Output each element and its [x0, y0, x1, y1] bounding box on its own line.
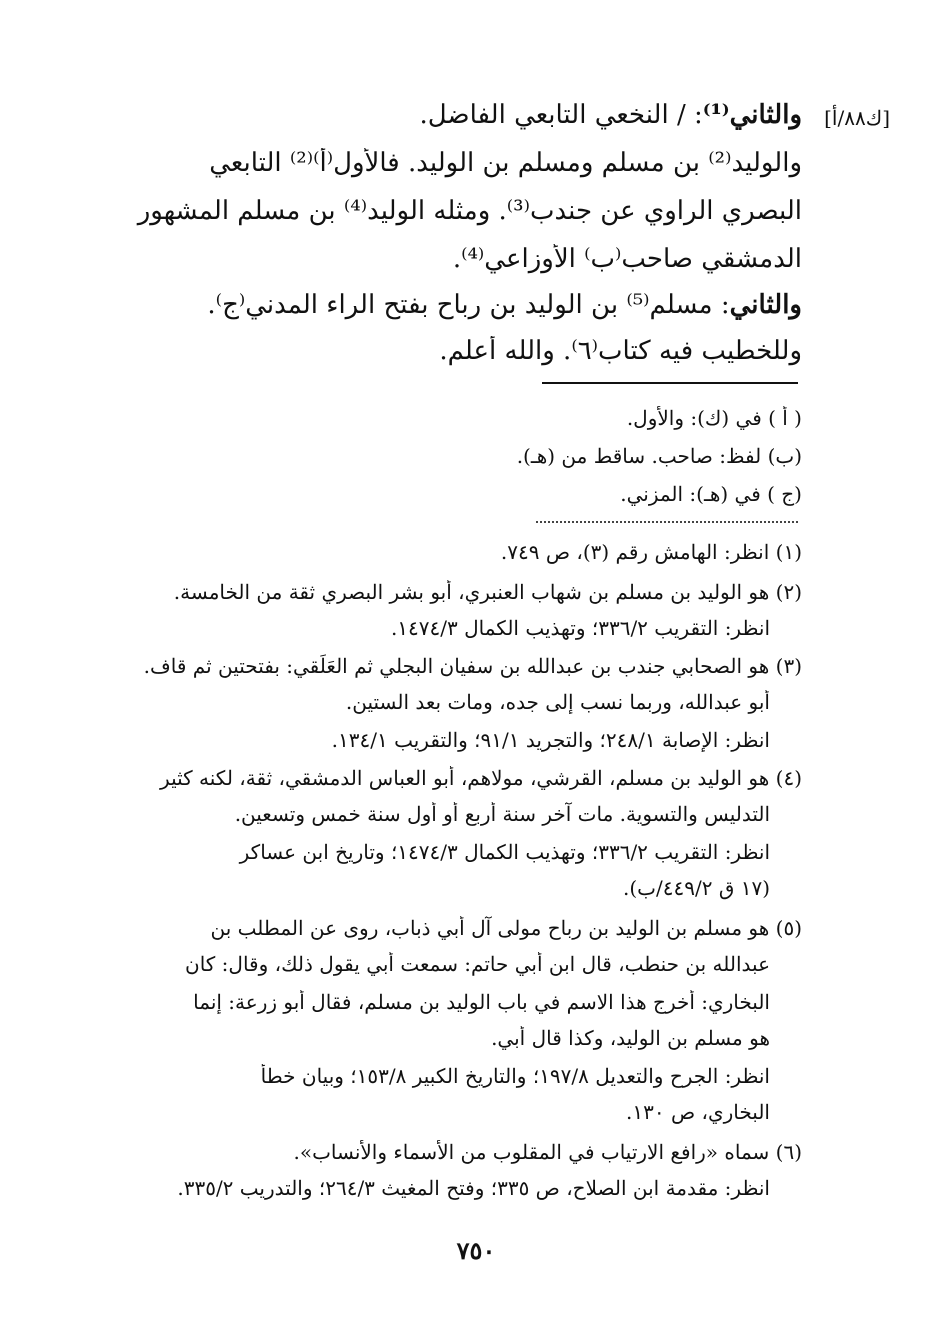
footnote-line: (١٧ ق ٤٤٩/٢/ب).: [623, 876, 770, 900]
footnote-line: (٤) هو الوليد بن مسلم، القرشي، مولاهم، أبو العباس الدمشقي، ثقة، لكنه كثير: [160, 766, 802, 790]
footnote-separator: [542, 382, 798, 384]
main-line-5: والثاني: مسلم⁽⁵⁾ بن الوليد بن رباح بفتح الراء المدني⁽ج⁾.: [207, 290, 802, 320]
main-line-1: والثاني⁽¹⁾: / النخعي التابعي الفاضل.: [419, 100, 802, 130]
variant-note: (ب) لفظ: صاحب. ساقط من (هـ).: [516, 444, 802, 468]
footnote-line: (٦) سماه «رافع الارتياب في المقلوب من الأسماء والأنساب».: [293, 1140, 802, 1164]
footnote-line: انظر: التقريب ٣٣٦/٢؛ وتهذيب الكمال ١٤٧٤/٣؛ وتاريخ ابن عساكر: [239, 840, 770, 864]
footnote-line: (٢) هو الوليد بن مسلم بن شهاب العنبري، أبو بشر البصري ثقة من الخامسة.: [173, 580, 802, 604]
footnote-line: (٥) هو مسلم بن الوليد بن رباح مولى آل أبي ذباب، روى عن المطلب بن: [210, 916, 802, 940]
term-lead: والثاني⁽¹⁾: [702, 100, 802, 130]
page-number: ٧٥٠: [456, 1236, 496, 1265]
footnote-line: انظر: الجرح والتعديل ١٩٧/٨؛ والتاريخ الكبير ١٥٣/٨؛ وبيان خطأ: [260, 1064, 770, 1088]
main-line-4: الدمشقي صاحب⁽ب⁾ الأوزاعي⁽⁴⁾.: [452, 244, 802, 274]
footnote-line: البخاري، ص ١٣٠.: [626, 1100, 770, 1124]
footnote-line: (٣) هو الصحابي جندب بن عبدالله بن سفيان البجلي ثم العَلَقي: بفتحتين ثم قاف.: [143, 654, 802, 678]
main-line-2: والوليد⁽²⁾ بن مسلم ومسلم بن الوليد. فالأول⁽أ⁾⁽²⁾ التابعي: [209, 148, 802, 178]
variant-note: ( أ ) في (ك): والأول.: [626, 406, 802, 430]
variant-note: (ج ) في (هـ): المزني.: [620, 482, 802, 506]
footnote-line: البخاري: أخرج هذا الاسم في باب الوليد بن مسلم، فقال أبو زرعة: إنما: [193, 990, 770, 1014]
dotted-separator: [536, 521, 798, 523]
footnote-line: أبو عبدالله، وربما نسب إلى جده، ومات بعد الستين.: [345, 690, 770, 714]
footnote-line: هو مسلم بن الوليد، وكذا قال أبي.: [491, 1026, 770, 1050]
footnote-line: انظر: التقريب ٣٣٦/٢؛ وتهذيب الكمال ١٤٧٤/٣.: [390, 616, 770, 640]
manuscript-folio-ref: [ك٨٨/أ]: [824, 106, 890, 130]
footnote-line: عبدالله بن حنطب، قال ابن أبي حاتم: سمعت أبي يقول ذلك، وقال: كان: [185, 952, 770, 976]
footnote-line: التدليس والتسوية. مات آخر سنة أربع أو أول سنة خمس وتسعين.: [234, 802, 770, 826]
main-line-6: وللخطيب فيه كتاب⁽٦⁾. والله أعلم.: [439, 336, 802, 366]
footnote-line: انظر: مقدمة ابن الصلاح، ص ٣٣٥؛ وفتح المغيث ٢٦٤/٣؛ والتدريب ٣٣٥/٢.: [177, 1176, 770, 1200]
footnote-line: (١) انظر: الهامش رقم (٣)، ص ٧٤٩.: [500, 540, 802, 564]
footnote-line: انظر: الإصابة ٢٤٨/١؛ والتجريد ٩١/١؛ والتقريب ١٣٤/١.: [331, 728, 770, 752]
main-line-3: البصري الراوي عن جندب⁽³⁾. ومثله الوليد⁽⁴⁾ بن مسلم المشهور: [137, 196, 802, 226]
term-lead: والثاني: [729, 290, 802, 320]
